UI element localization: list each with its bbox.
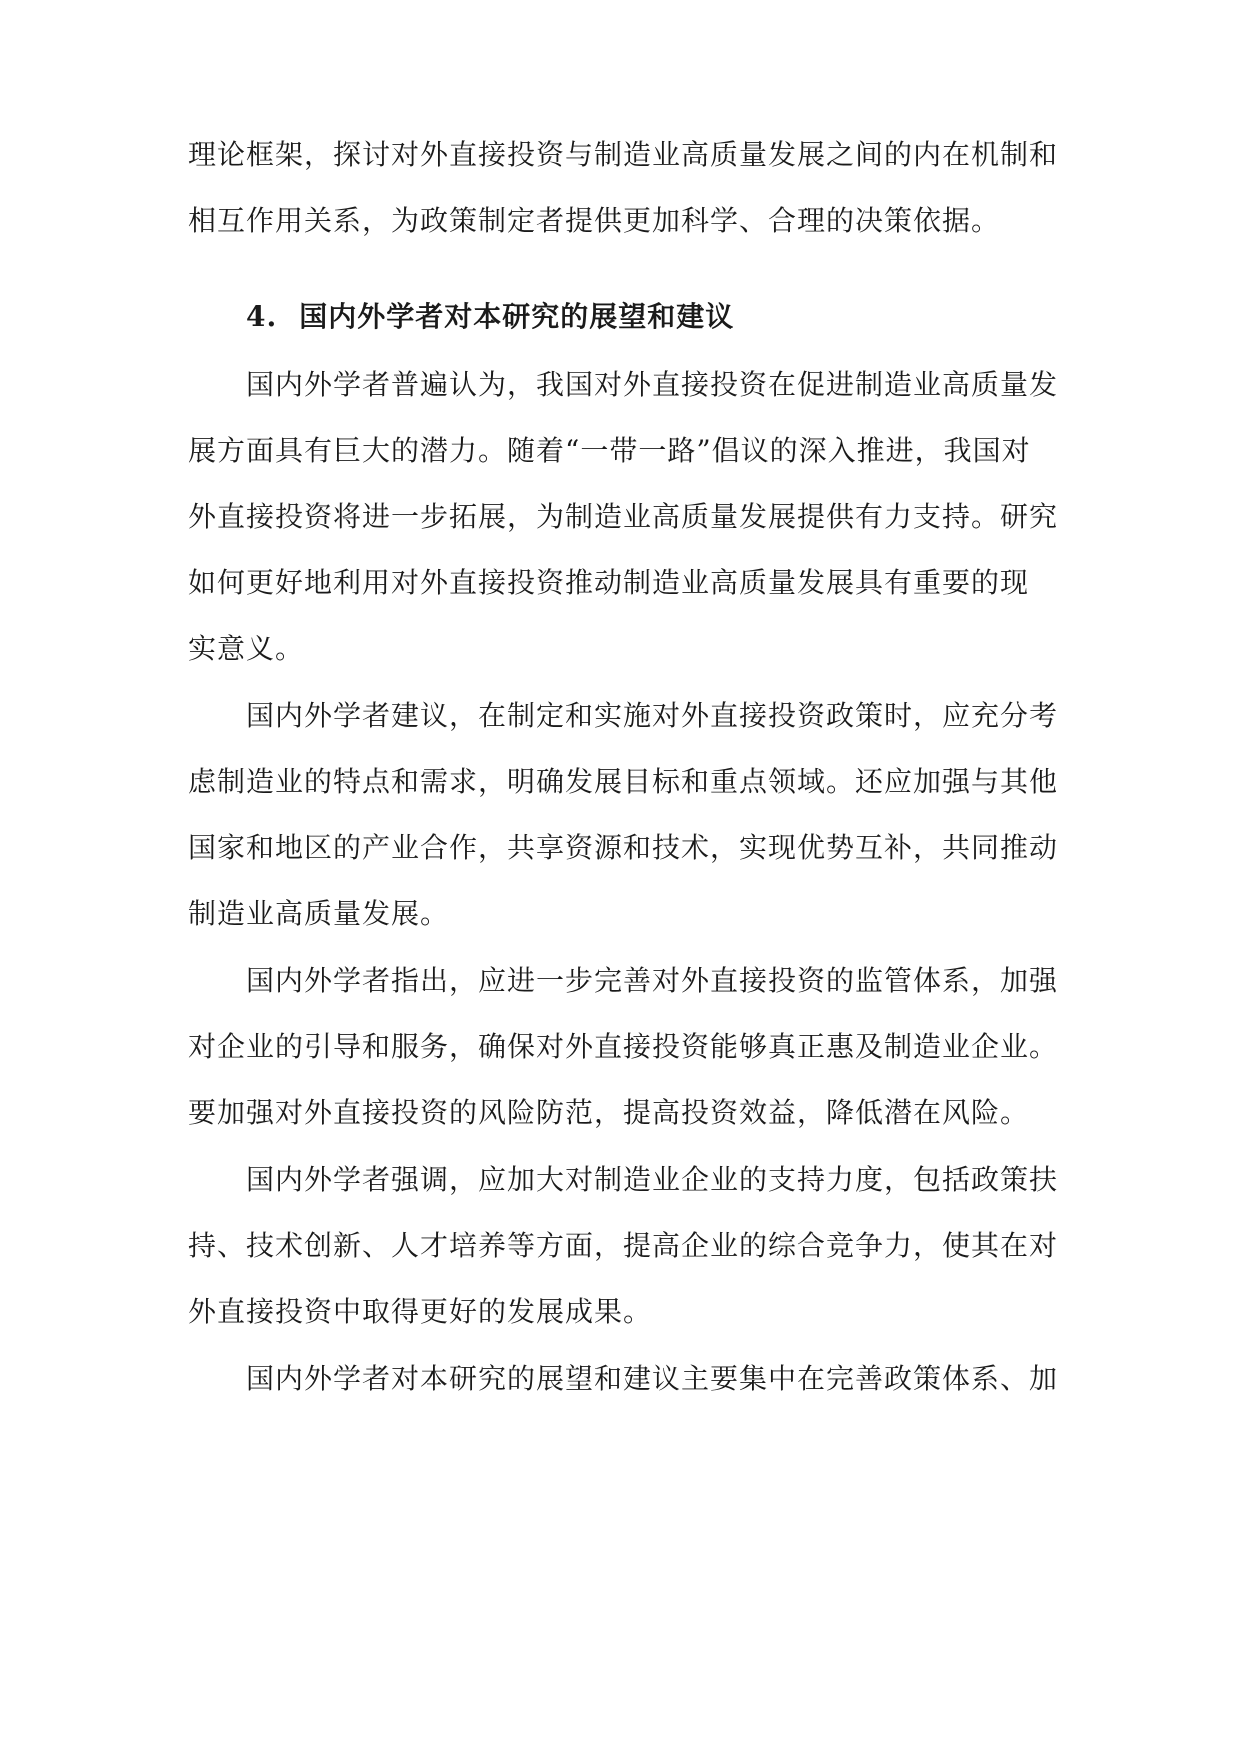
paragraph-2-line-3: 国家和地区的产业合作，共享资源和技术，实现优势互补，共同推动	[188, 831, 1059, 864]
paragraph-3-line-1: 国内外学者指出，应进一步完善对外直接投资的监管体系，加强	[246, 964, 1059, 997]
paragraph-5-line-1: 国内外学者对本研究的展望和建议主要集中在完善政策体系、加	[246, 1362, 1059, 1395]
section-title: 国内外学者对本研究的展望和建议	[299, 300, 735, 333]
paragraph-2-line-4: 制造业高质量发展。	[188, 897, 450, 930]
intro-line-1: 理论框架，探讨对外直接投资与制造业高质量发展之间的内在机制和	[188, 138, 1059, 171]
paragraph-4-line-1: 国内外学者强调，应加大对制造业企业的支持力度，包括政策扶	[246, 1163, 1059, 1196]
paragraph-2-line-2: 虑制造业的特点和需求，明确发展目标和重点领域。还应加强与其他	[188, 765, 1059, 798]
paragraph-1-line-3: 外直接投资将进一步拓展，为制造业高质量发展提供有力支持。研究	[188, 500, 1059, 533]
paragraph-1-line-2: 展方面具有巨大的潜力。随着“一带一路”倡议的深入推进，我国对	[188, 434, 1031, 467]
paragraph-2-line-1: 国内外学者建议，在制定和实施对外直接投资政策时，应充分考	[246, 699, 1059, 732]
paragraph-3-line-2: 对企业的引导和服务，确保对外直接投资能够真正惠及制造业企业。	[188, 1030, 1059, 1063]
paragraph-4-line-3: 外直接投资中取得更好的发展成果。	[188, 1295, 653, 1328]
paragraph-1-line-5: 实意义。	[188, 632, 305, 665]
section-number: 4.	[246, 300, 278, 333]
paragraph-3-line-3: 要加强对外直接投资的风险防范，提高投资效益，降低潜在风险。	[188, 1096, 1030, 1129]
paragraph-4-line-2: 持、技术创新、人才培养等方面，提高企业的综合竞争力，使其在对	[188, 1229, 1059, 1262]
intro-line-2: 相互作用关系，为政策制定者提供更加科学、合理的决策依据。	[188, 204, 1001, 237]
section-heading	[246, 299, 734, 335]
paragraph-1-line-4: 如何更好地利用对外直接投资推动制造业高质量发展具有重要的现	[188, 566, 1030, 599]
paragraph-1-line-1: 国内外学者普遍认为，我国对外直接投资在促进制造业高质量发	[246, 368, 1059, 401]
